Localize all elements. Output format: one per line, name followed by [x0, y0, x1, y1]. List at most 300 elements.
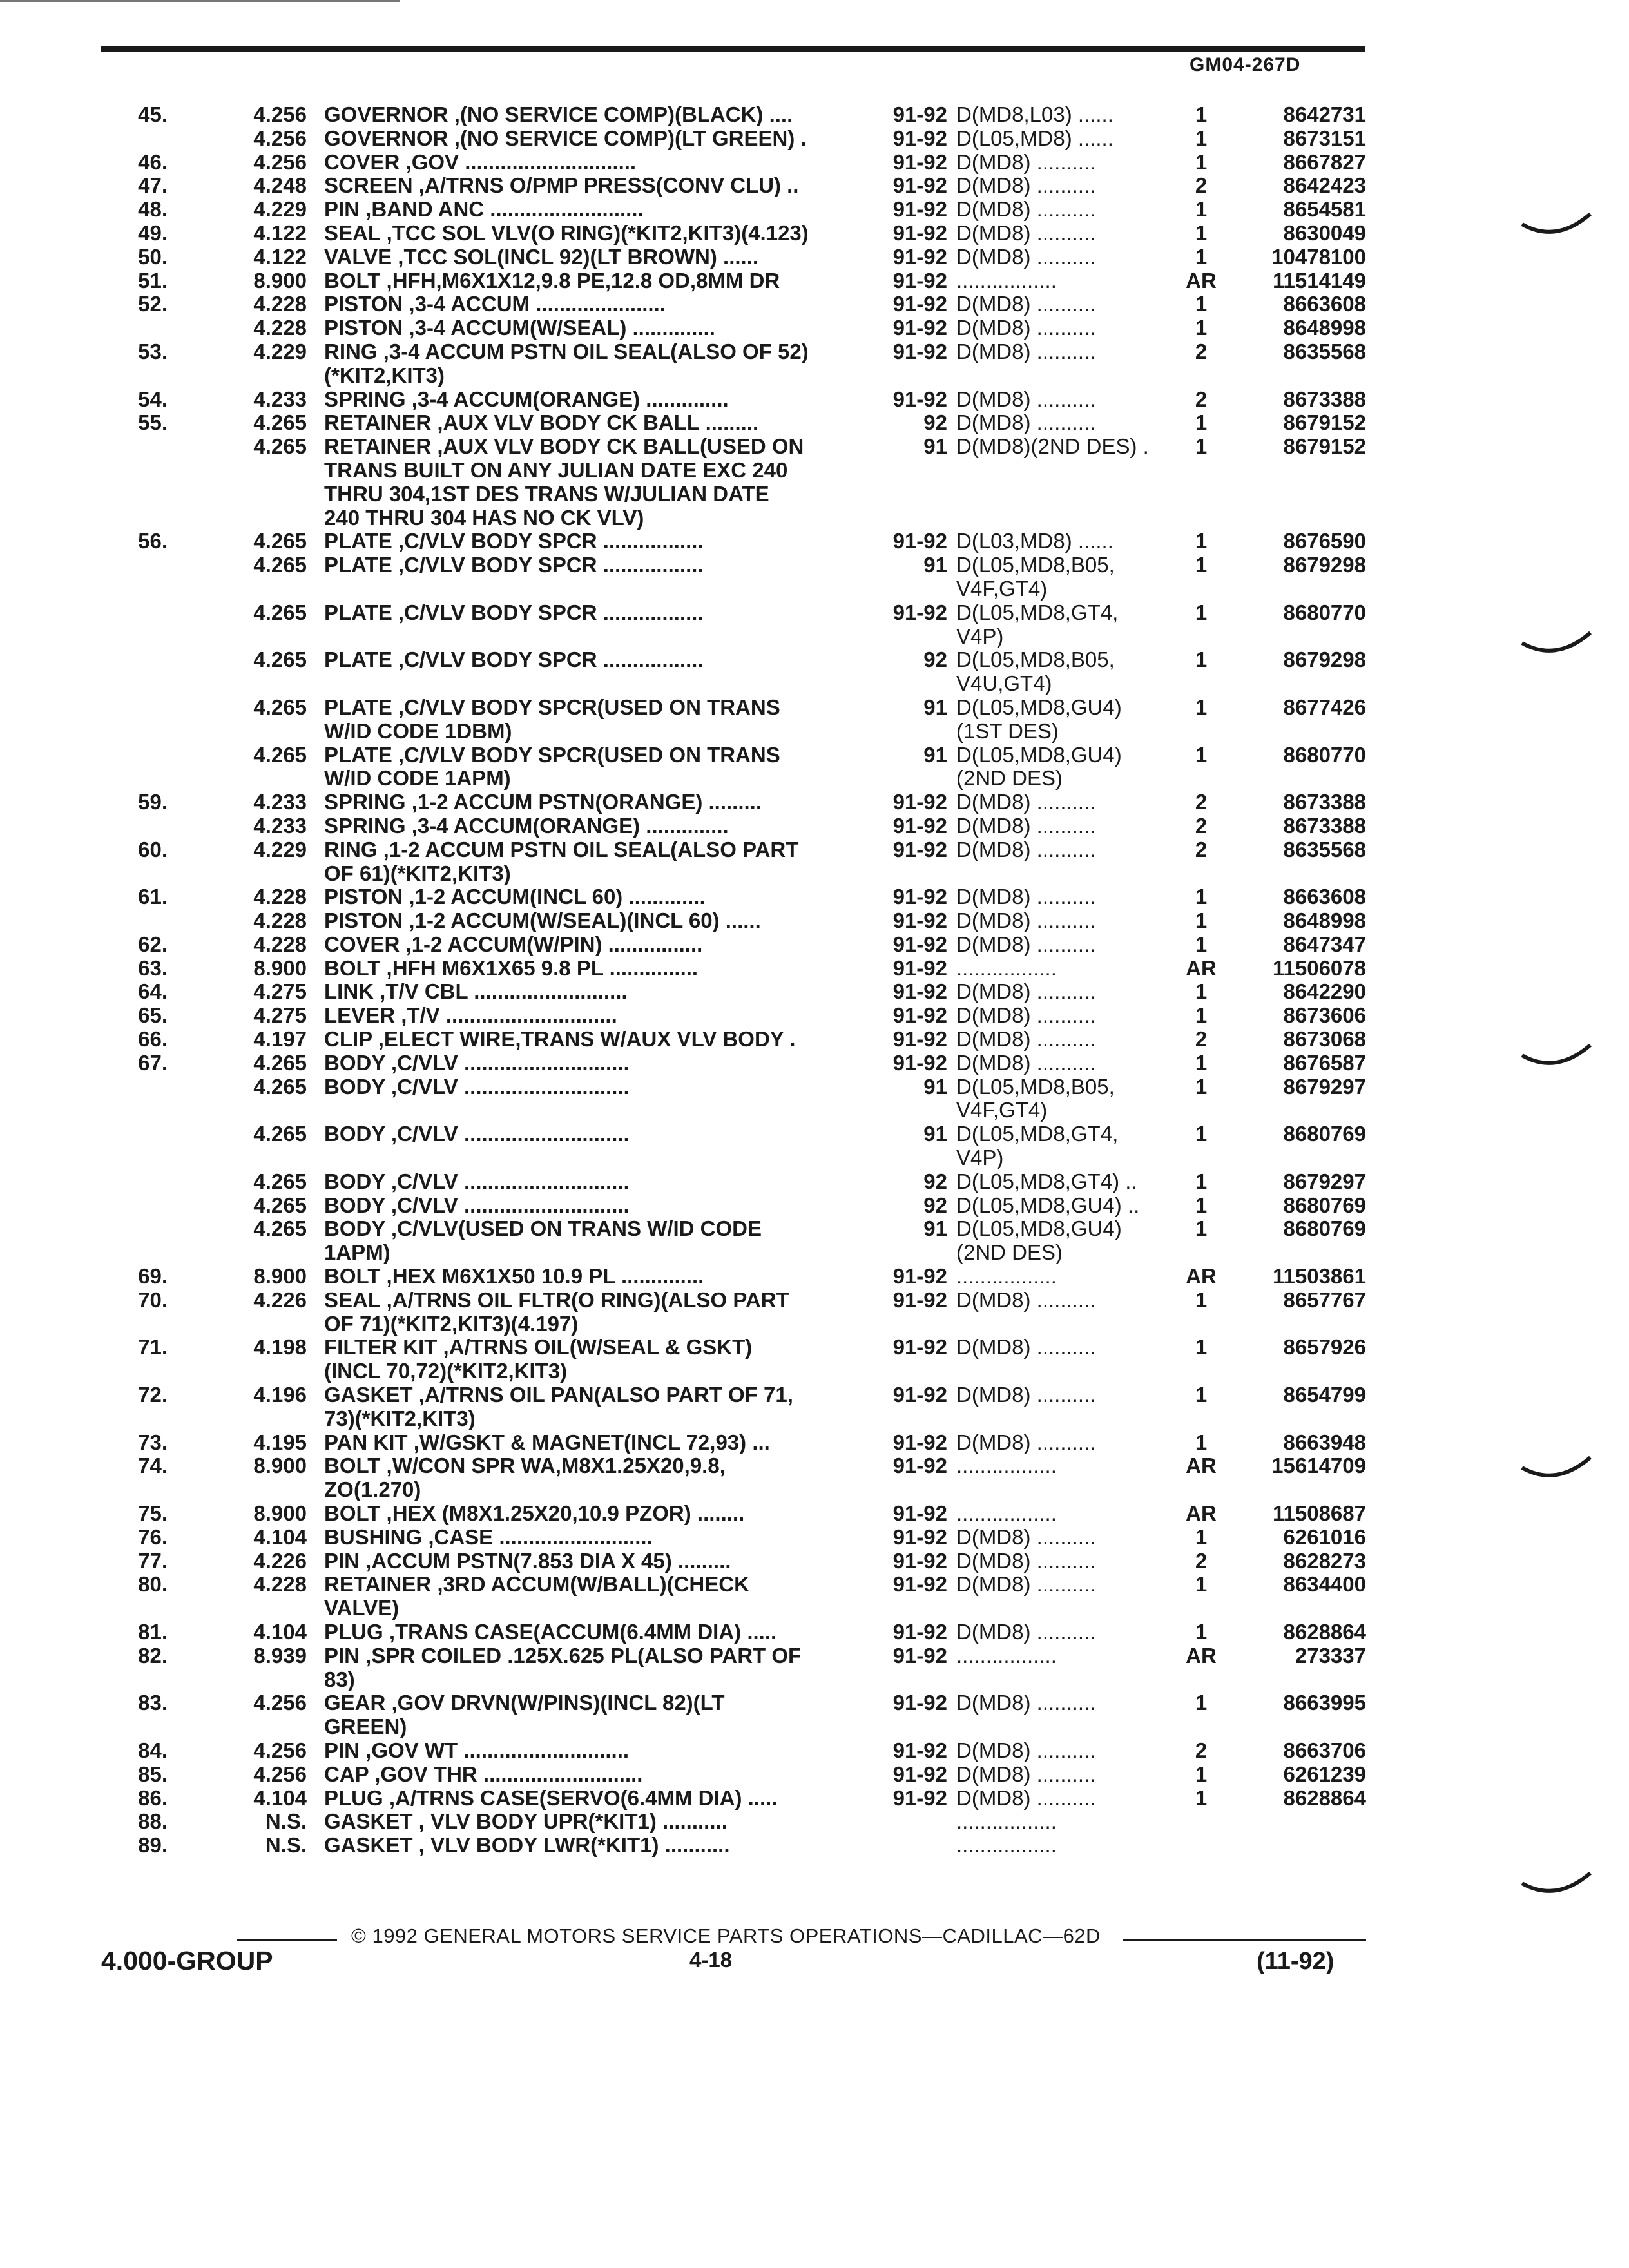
usage-code: ................. [956, 1644, 1057, 1667]
quantity: 2 [1195, 813, 1208, 838]
model-year: 91-92 [892, 1454, 947, 1478]
part-description: PLATE ,C/VLV BODY SPCR(USED ON TRANS [324, 743, 780, 767]
part-description: BODY ,C/VLV ............................ [324, 1169, 630, 1193]
usage-code: D(MD8) .......... [956, 1762, 1096, 1786]
ref-number: 67. [138, 1050, 168, 1075]
model-year: 91-92 [892, 979, 947, 1004]
part-number: 8663608 [1283, 885, 1366, 909]
part-number: 8654799 [1283, 1383, 1366, 1407]
group-number: 4.275 [253, 1003, 307, 1028]
parts-row [0, 1360, 1629, 1383]
group-number: 4.229 [253, 339, 307, 363]
group-number: 8.939 [253, 1643, 307, 1667]
ref-number: 88. [138, 1809, 168, 1834]
model-year: 91-92 [892, 126, 947, 150]
part-number: 8680769 [1283, 1193, 1366, 1217]
part-description: PLATE ,C/VLV BODY SPCR ................. [324, 553, 704, 577]
ref-number: 69. [138, 1264, 168, 1289]
usage-code: D(L05,MD8) ...... [956, 126, 1113, 150]
model-year: 91-92 [892, 292, 947, 316]
footer-date: (11-92) [1257, 1948, 1335, 1975]
quantity: 1 [1195, 126, 1208, 150]
group-number: 4.265 [253, 1050, 307, 1075]
model-year: 91-92 [892, 1620, 947, 1644]
part-description: SPRING ,1-2 ACCUM PSTN(ORANGE) ......... [324, 791, 762, 814]
parts-row [0, 1502, 1629, 1526]
parts-row [0, 1715, 1629, 1739]
model-year: 91-92 [892, 600, 947, 624]
parts-row [0, 1336, 1629, 1360]
ref-number: 51. [138, 268, 168, 293]
part-number: 8680769 [1283, 1122, 1366, 1146]
usage-code: ................. [956, 1810, 1057, 1834]
part-number: 8647347 [1283, 932, 1366, 956]
usage-code: ................. [956, 269, 1057, 293]
model-year: 91-92 [892, 149, 947, 174]
model-year: 91-92 [892, 1548, 947, 1573]
parts-row [0, 838, 1629, 862]
group-number: 4.122 [253, 244, 307, 269]
part-number: 11503861 [1272, 1264, 1366, 1289]
parts-row [0, 1739, 1629, 1763]
model-year: 91-92 [892, 387, 947, 411]
part-number: 8676587 [1283, 1050, 1366, 1075]
ref-number: 53. [138, 339, 168, 363]
model-year: 91-92 [892, 956, 947, 980]
ref-number: 63. [138, 956, 168, 980]
part-description: PLATE ,C/VLV BODY SPCR ................. [324, 530, 704, 553]
parts-row [0, 1787, 1629, 1811]
group-number: 4.228 [253, 885, 307, 909]
usage-code: D(MD8) .......... [956, 411, 1096, 435]
page-number: 4-18 [689, 1948, 733, 1972]
model-year: 91-92 [892, 197, 947, 222]
quantity: 1 [1195, 1169, 1208, 1193]
group-number: 8.900 [253, 956, 307, 980]
model-year: 91-92 [892, 1501, 947, 1526]
ref-number: 82. [138, 1643, 168, 1667]
model-year: 91-92 [892, 790, 947, 814]
quantity: AR [1186, 956, 1217, 980]
footer-copyright: © 1992 GENERAL MOTORS SERVICE PARTS OPERATIONS—CADILLAC—62D [351, 1925, 1101, 1947]
parts-row [0, 744, 1629, 767]
part-description: LINK ,T/V CBL .......................... [324, 980, 628, 1004]
part-description: BODY ,C/VLV ............................ [324, 1051, 630, 1075]
parts-row [0, 1052, 1629, 1075]
parts-row [0, 1122, 1629, 1146]
part-description: 240 THRU 304 HAS NO CK VLV) [324, 506, 644, 530]
usage-code: D(MD8) .......... [956, 1336, 1096, 1360]
model-year: 91 [923, 1216, 947, 1241]
usage-code: D(L05,MD8,GT4) .. [956, 1169, 1137, 1193]
usage-code: D(L05,MD8,GU4) [956, 743, 1122, 767]
parts-row [0, 1597, 1629, 1620]
parts-row [0, 696, 1629, 720]
part-description: PIN ,ACCUM PSTN(7.853 DIA X 45) ......... [324, 1549, 731, 1573]
quantity: 1 [1195, 434, 1208, 459]
part-number: 8673388 [1283, 813, 1366, 838]
group-number: 4.265 [253, 553, 307, 577]
part-description: (*KIT2,KIT3) [324, 363, 445, 387]
parts-row [0, 1668, 1629, 1692]
usage-code: D(L05,MD8,GU4) [956, 695, 1122, 719]
part-number: 15614709 [1271, 1454, 1366, 1478]
quantity: 1 [1195, 1691, 1208, 1715]
ref-number: 76. [138, 1524, 168, 1549]
part-description: BOLT ,HFH M6X1X65 9.8 PL ............... [324, 956, 699, 980]
ref-number: 77. [138, 1548, 168, 1573]
parts-row [0, 459, 1629, 483]
parts-row [0, 648, 1629, 672]
ref-number: 74. [138, 1454, 168, 1478]
quantity: AR [1186, 1501, 1217, 1526]
usage-code: D(MD8) .......... [956, 1525, 1096, 1549]
part-number: 8680769 [1283, 1216, 1366, 1241]
part-description: PAN KIT ,W/GSKT & MAGNET(INCL 72,93) ... [324, 1430, 770, 1454]
ref-number: 75. [138, 1501, 168, 1526]
parts-row [0, 957, 1629, 981]
part-number: 8677426 [1283, 695, 1366, 719]
ref-number: 72. [138, 1383, 168, 1407]
part-number: 11514149 [1272, 268, 1366, 293]
usage-code: D(MD8) .......... [956, 814, 1096, 838]
quantity: AR [1186, 268, 1217, 293]
part-description: PISTON ,1-2 ACCUM(W/SEAL)(INCL 60) ...... [324, 909, 761, 933]
parts-row [0, 388, 1629, 412]
part-description: BOLT ,HEX M6X1X50 10.9 PL .............. [324, 1265, 704, 1289]
ref-number: 52. [138, 292, 168, 316]
quantity: 1 [1195, 1620, 1208, 1644]
part-number: 8673388 [1283, 790, 1366, 814]
part-number: 8673606 [1283, 1003, 1366, 1028]
parts-row [0, 577, 1629, 601]
ref-number: 48. [138, 197, 168, 222]
part-description: OF 71)(*KIT2,KIT3)(4.197) [324, 1312, 579, 1336]
model-year: 91-92 [892, 1691, 947, 1715]
usage-code: D(MD8) .......... [956, 1051, 1096, 1075]
ref-number: 80. [138, 1572, 168, 1597]
part-description: W/ID CODE 1DBM) [324, 719, 512, 743]
part-number: 8663706 [1283, 1738, 1366, 1762]
part-description: SEAL ,TCC SOL VLV(O RING)(*KIT2,KIT3)(4.123) [324, 221, 809, 245]
group-number: 4.233 [253, 387, 307, 411]
group-number: 4.228 [253, 1572, 307, 1597]
parts-row [0, 553, 1629, 577]
parts-row [0, 1644, 1629, 1668]
model-year: 91-92 [892, 1287, 947, 1312]
usage-code: D(MD8) .......... [956, 885, 1096, 909]
group-number: 8.900 [253, 1264, 307, 1289]
model-year: 92 [923, 1193, 947, 1217]
usage-code: D(L03,MD8) ...... [956, 530, 1113, 553]
usage-code: D(MD8) .......... [956, 909, 1096, 933]
part-description: BODY ,C/VLV ............................ [324, 1193, 630, 1217]
model-year: 91 [923, 553, 947, 577]
quantity: 1 [1195, 1050, 1208, 1075]
usage-code: ................. [956, 1265, 1057, 1289]
part-number: 8679152 [1283, 434, 1366, 459]
part-number: 8679298 [1283, 553, 1366, 577]
group-number: 4.104 [253, 1785, 307, 1810]
quantity: AR [1186, 1643, 1217, 1667]
model-year: 91-92 [892, 885, 947, 909]
quantity: 1 [1195, 1762, 1208, 1786]
part-description: COVER ,GOV ............................. [324, 150, 637, 174]
part-description: PLATE ,C/VLV BODY SPCR(USED ON TRANS [324, 695, 780, 719]
model-year: 91-92 [892, 220, 947, 245]
part-description: PLATE ,C/VLV BODY SPCR ................. [324, 648, 704, 672]
ref-number: 45. [138, 102, 168, 126]
model-year: 91-92 [892, 529, 947, 553]
group-number: 4.228 [253, 316, 307, 340]
model-year: 91-92 [892, 1643, 947, 1667]
quantity: 1 [1195, 1383, 1208, 1407]
quantity: 2 [1195, 1548, 1208, 1573]
usage-code: D(MD8) .......... [956, 1620, 1096, 1644]
part-description: PISTON ,3-4 ACCUM(W/SEAL) .............. [324, 316, 715, 340]
part-number: 8628864 [1283, 1785, 1366, 1810]
part-number: 6261239 [1283, 1762, 1366, 1786]
parts-row [0, 1573, 1629, 1597]
model-year: 91-92 [892, 1762, 947, 1786]
part-number: 8667827 [1283, 149, 1366, 174]
part-description: PISTON ,1-2 ACCUM(INCL 60) ............. [324, 885, 706, 909]
parts-row [0, 364, 1629, 388]
part-description: SPRING ,3-4 ACCUM(ORANGE) .............. [324, 814, 729, 838]
binder-hole-mark [1521, 213, 1592, 241]
usage-code: D(L05,MD8,B05, [956, 1075, 1115, 1099]
ref-number: 60. [138, 837, 168, 861]
parts-row [0, 1454, 1629, 1478]
ref-number: 86. [138, 1785, 168, 1810]
part-number: 8680770 [1283, 600, 1366, 624]
quantity: 2 [1195, 1027, 1208, 1052]
group-number: 4.226 [253, 1548, 307, 1573]
part-number: 11508687 [1272, 1501, 1366, 1526]
group-number: 4.197 [253, 1027, 307, 1052]
usage-code: V4F,GT4) [956, 1099, 1048, 1122]
model-year: 91-92 [892, 837, 947, 861]
quantity: 1 [1195, 979, 1208, 1004]
model-year: 91-92 [892, 1572, 947, 1597]
part-description: CLIP ,ELECT WIRE,TRANS W/AUX VLV BODY . [324, 1028, 796, 1052]
ref-number: 61. [138, 885, 168, 909]
quantity: 1 [1195, 1193, 1208, 1217]
usage-code: D(MD8) .......... [956, 1004, 1096, 1028]
part-number: 8648998 [1283, 908, 1366, 933]
parts-row [0, 1241, 1629, 1265]
quantity: 1 [1195, 1003, 1208, 1028]
usage-code: D(MD8) .......... [956, 174, 1096, 198]
group-number: 4.265 [253, 600, 307, 624]
group-number: 4.265 [253, 410, 307, 435]
document-id: GM04-267D [1190, 54, 1301, 75]
parts-row [0, 1099, 1629, 1122]
parts-row [0, 530, 1629, 553]
quantity: 1 [1195, 149, 1208, 174]
group-number: 4.256 [253, 1762, 307, 1786]
parts-row [0, 1289, 1629, 1312]
group-number: 4.265 [253, 1122, 307, 1146]
part-description: BODY ,C/VLV ............................ [324, 1075, 630, 1099]
group-number: 4.226 [253, 1287, 307, 1312]
parts-row [0, 1407, 1629, 1431]
group-number: 4.265 [253, 434, 307, 459]
parts-row [0, 672, 1629, 696]
usage-code: V4P) [956, 1146, 1004, 1170]
parts-row [0, 1265, 1629, 1289]
part-description: BUSHING ,CASE .......................... [324, 1525, 653, 1549]
group-number: 4.122 [253, 220, 307, 245]
part-description: PIN ,SPR COILED .125X.625 PL(ALSO PART OF [324, 1644, 802, 1667]
group-number: 4.265 [253, 529, 307, 553]
usage-code: D(L05,MD8,GT4, [956, 601, 1119, 624]
parts-row [0, 720, 1629, 744]
model-year: 91-92 [892, 1430, 947, 1454]
part-description: VALVE ,TCC SOL(INCL 92)(LT BROWN) ...... [324, 245, 759, 269]
part-description: 1APM) [324, 1241, 390, 1265]
quantity: 2 [1195, 173, 1208, 198]
parts-row [0, 1312, 1629, 1336]
usage-code: D(L05,MD8,GU4) .. [956, 1193, 1140, 1217]
part-description: SEAL ,A/TRNS OIL FLTR(O RING)(ALSO PART [324, 1288, 789, 1312]
part-description: BOLT ,HEX (M8X1.25X20,10.9 PZOR) ........ [324, 1502, 745, 1526]
quantity: 1 [1195, 102, 1208, 126]
quantity: 2 [1195, 1738, 1208, 1762]
usage-code: V4F,GT4) [956, 577, 1048, 601]
part-description: PLATE ,C/VLV BODY SPCR ................. [324, 601, 704, 624]
parts-row [0, 862, 1629, 886]
ref-number: 55. [138, 410, 168, 435]
ref-number: 50. [138, 244, 168, 269]
part-description: RETAINER ,AUX VLV BODY CK BALL ......... [324, 411, 759, 435]
group-number: 4.229 [253, 197, 307, 222]
model-year: 91-92 [892, 1264, 947, 1289]
part-description: LEVER ,T/V ............................. [324, 1004, 617, 1028]
part-description: PIN ,BAND ANC .......................... [324, 198, 644, 222]
part-description: W/ID CODE 1APM) [324, 767, 511, 791]
parts-row [0, 1478, 1629, 1502]
usage-code: D(L05,MD8,GT4, [956, 1122, 1119, 1146]
ref-number: 56. [138, 529, 168, 553]
parts-row [0, 1383, 1629, 1407]
parts-row [0, 1194, 1629, 1218]
group-number: 4.198 [253, 1335, 307, 1360]
quantity: 1 [1195, 197, 1208, 222]
part-description: SCREEN ,A/TRNS O/PMP PRESS(CONV CLU) .. [324, 174, 799, 198]
ref-number: 64. [138, 979, 168, 1004]
part-number: 8679297 [1283, 1169, 1366, 1193]
ref-number: 89. [138, 1833, 168, 1858]
group-number: 4.256 [253, 102, 307, 126]
group-number: 4.104 [253, 1620, 307, 1644]
usage-code: ................. [956, 1834, 1057, 1858]
part-description: PISTON ,3-4 ACCUM ...................... [324, 293, 666, 316]
model-year: 91-92 [892, 1383, 947, 1407]
group-number: 4.265 [253, 695, 307, 719]
usage-code: ................. [956, 956, 1057, 980]
quantity: 1 [1195, 244, 1208, 269]
footer-rule-right [1123, 1939, 1366, 1941]
usage-code: V4P) [956, 624, 1004, 648]
ref-number: 66. [138, 1027, 168, 1052]
part-description: RING ,3-4 ACCUM PSTN OIL SEAL(ALSO OF 52) [324, 340, 809, 363]
model-year: 91-92 [892, 813, 947, 838]
usage-code: D(MD8) .......... [956, 1738, 1096, 1762]
part-number: 8648998 [1283, 316, 1366, 340]
parts-row [0, 767, 1629, 791]
model-year: 91-92 [892, 908, 947, 933]
parts-row [0, 1217, 1629, 1241]
part-description: GOVERNOR ,(NO SERVICE COMP)(BLACK) .... [324, 103, 793, 126]
group-number: 8.900 [253, 1454, 307, 1478]
quantity: 1 [1195, 316, 1208, 340]
part-number: 273337 [1295, 1643, 1366, 1667]
model-year: 91-92 [892, 173, 947, 198]
part-number: 8628864 [1283, 1620, 1366, 1644]
binder-hole-mark [1521, 1872, 1592, 1900]
part-description: RING ,1-2 ACCUM PSTN OIL SEAL(ALSO PART [324, 838, 799, 861]
model-year: 91-92 [892, 268, 947, 293]
part-number: 8673151 [1283, 126, 1366, 150]
quantity: AR [1186, 1264, 1217, 1289]
usage-code: D(L05,MD8,GU4) [956, 1217, 1122, 1241]
part-description: GEAR ,GOV DRVN(W/PINS)(INCL 82)(LT [324, 1691, 725, 1715]
usage-code: D(MD8) .......... [956, 221, 1096, 245]
usage-code: D(MD8)(2ND DES) . [956, 435, 1149, 459]
parts-row [0, 1431, 1629, 1455]
parts-row [0, 791, 1629, 814]
part-description: THRU 304,1ST DES TRANS W/JULIAN DATE [324, 482, 769, 506]
ref-number: 71. [138, 1335, 168, 1360]
usage-code: D(MD8) .......... [956, 198, 1096, 222]
usage-code: D(MD8) .......... [956, 1028, 1096, 1052]
model-year: 91-92 [892, 1050, 947, 1075]
ref-number: 83. [138, 1691, 168, 1715]
binder-hole-mark [1521, 1456, 1592, 1485]
parts-row [0, 483, 1629, 506]
quantity: 1 [1195, 1216, 1208, 1241]
group-number: 4.229 [253, 837, 307, 861]
parts-row [0, 909, 1629, 933]
usage-code: D(MD8) .......... [956, 340, 1096, 363]
quantity: 1 [1195, 1430, 1208, 1454]
quantity: 1 [1195, 1524, 1208, 1549]
part-number: 11506078 [1272, 956, 1366, 980]
group-number: 4.228 [253, 932, 307, 956]
part-description: COVER ,1-2 ACCUM(W/PIN) ................ [324, 932, 703, 956]
model-year: 91-92 [892, 1335, 947, 1360]
part-number: 8679152 [1283, 410, 1366, 435]
model-year: 91 [923, 742, 947, 767]
parts-row [0, 1146, 1629, 1170]
ref-number: 73. [138, 1430, 168, 1454]
part-description: 73)(*KIT2,KIT3) [324, 1407, 476, 1430]
header-rule [101, 46, 1365, 52]
part-description: (INCL 70,72)(*KIT2,KIT3) [324, 1360, 568, 1383]
usage-code: (2ND DES) [956, 1241, 1063, 1265]
parts-row [0, 151, 1629, 175]
usage-code: D(MD8) .......... [956, 791, 1096, 814]
ref-number: 65. [138, 1003, 168, 1028]
quantity: AR [1186, 1454, 1217, 1478]
group-number: 4.256 [253, 126, 307, 150]
ref-number: 70. [138, 1287, 168, 1312]
part-description: VALVE) [324, 1597, 400, 1620]
quantity: 2 [1195, 387, 1208, 411]
model-year: 92 [923, 648, 947, 672]
parts-row [0, 1810, 1629, 1834]
